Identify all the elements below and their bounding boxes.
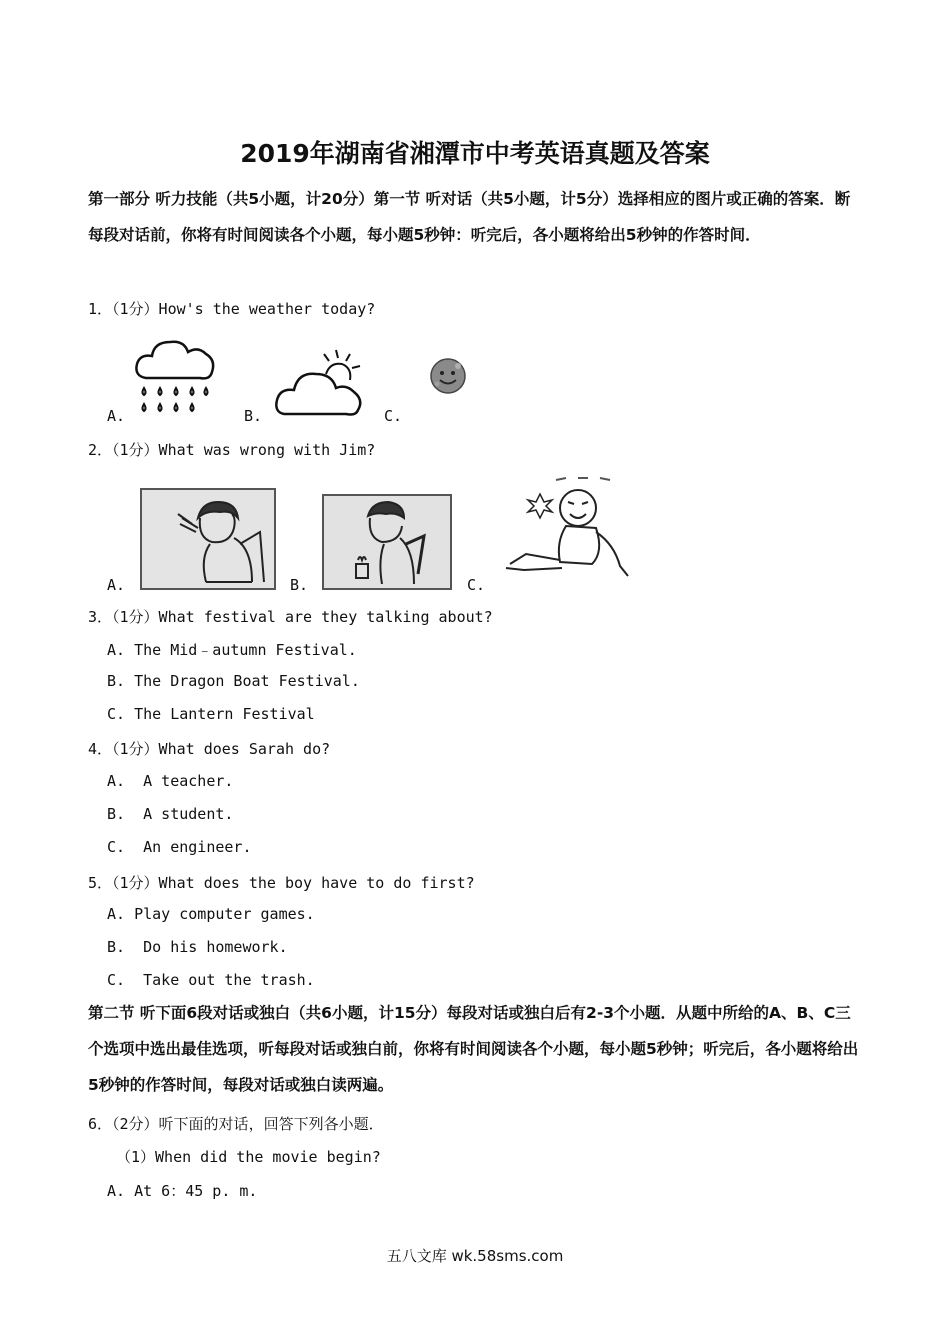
question-1: 1．（1分）How's the weather today? bbox=[88, 300, 376, 318]
part2-intro: 第二节 听下面6段对话或独白（共6小题，计15分）每段对话或独白后有2-3个小题．从题中所给的A、B、C三个选项中选出最佳选项，听每段对话或独白前，你将有时间阅读各个小题，每小题5秒钟；听完后，各小题将给出5秒钟的作答时间，每段对话或独白读两遍。 bbox=[88, 1004, 859, 1094]
q6-sub-question-1: （1）When did the movie begin? bbox=[116, 1148, 381, 1166]
footer-watermark: 五八文库 wk.58sms.com bbox=[386, 1247, 564, 1265]
question-2: 2．（1分）What was wrong with Jim? bbox=[88, 441, 376, 459]
question-4: 4．（1分）What does Sarah do? bbox=[88, 740, 331, 758]
cloudy-sun-icon bbox=[274, 348, 366, 418]
q4-option-c: C. An engineer. bbox=[107, 838, 252, 856]
q6-sub1-option-a: A. At 6：45 p. m. bbox=[107, 1182, 258, 1200]
fallen-boy-image bbox=[496, 472, 646, 590]
q1-option-a-label: A. bbox=[107, 407, 126, 425]
q5-option-b: B. Do his homework. bbox=[107, 938, 288, 956]
q3-option-b: B. The Dragon Boat Festival. bbox=[107, 672, 360, 690]
question-5: 5．（1分）What does the boy have to do first? bbox=[88, 874, 475, 892]
rain-cloud-icon bbox=[132, 336, 218, 418]
page-title: 2019年湖南省湘潭市中考英语真题及答案 bbox=[240, 139, 710, 168]
q3-option-c: C. The Lantern Festival bbox=[107, 705, 315, 723]
q5-option-a: A. Play computer games. bbox=[107, 905, 315, 923]
sick-boy-image bbox=[322, 494, 452, 590]
question-3: 3．（1分）What festival are they talking about? bbox=[88, 608, 493, 626]
q4-option-a: A. A teacher. bbox=[107, 772, 234, 790]
part1-intro: 第一部分 听力技能（共5小题，计20分）第一节 听对话（共5小题，计5分）选择相应的图片或正确的答案．断每段对话前，你将有时间阅读各个小题，每小题5秒钟：听完后，各小题将给出5秒钟的作答时间． bbox=[88, 190, 851, 244]
q5-option-c: C. Take out the trash. bbox=[107, 971, 315, 989]
smiling-moon-icon bbox=[428, 356, 472, 396]
q2-option-c-label: C. bbox=[467, 576, 486, 594]
q1-option-b-label: B. bbox=[244, 407, 263, 425]
q2-option-a-label: A. bbox=[107, 576, 126, 594]
q4-option-b: B. A student. bbox=[107, 805, 234, 823]
sneezing-boy-image bbox=[140, 488, 276, 590]
q2-option-b-label: B. bbox=[290, 576, 309, 594]
question-6: 6．（2分）听下面的对话，回答下列各小题． bbox=[88, 1115, 384, 1133]
q1-option-c-label: C. bbox=[384, 407, 403, 425]
q3-option-a: A. The Mid﹣autumn Festival. bbox=[107, 641, 357, 659]
